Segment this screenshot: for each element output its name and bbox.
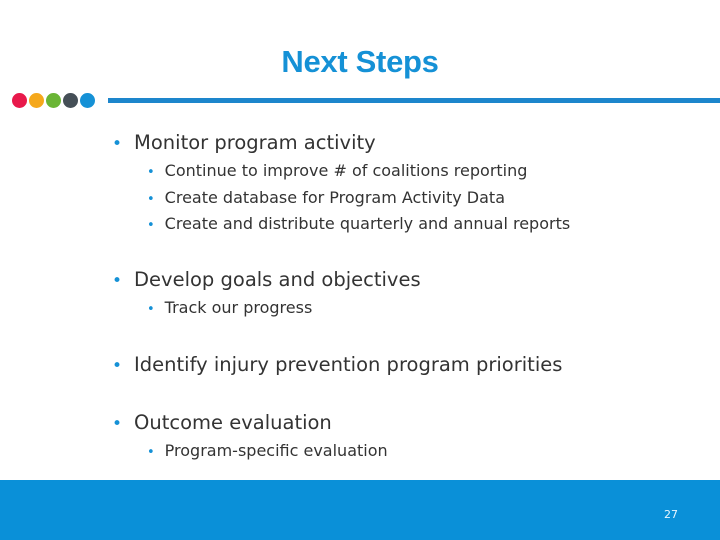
sub-bullet: • Create and distribute quarterly and annual reports bbox=[147, 214, 571, 233]
decorative-dot-gray bbox=[63, 93, 78, 108]
footer-band bbox=[0, 480, 720, 540]
sub-bullet: • Continue to improve # of coalitions reporting bbox=[147, 161, 528, 180]
decorative-dot-blue bbox=[80, 93, 95, 108]
bullet: • Outcome evaluation bbox=[112, 411, 332, 434]
bullet: • Develop goals and objectives bbox=[112, 268, 421, 291]
page-number: 27 bbox=[664, 508, 678, 521]
decorative-dot-red bbox=[12, 93, 27, 108]
sub-bullet: • Program-specific evaluation bbox=[147, 441, 388, 460]
decorative-dot-green bbox=[46, 93, 61, 108]
title-divider bbox=[108, 98, 720, 103]
decorative-dot-orange bbox=[29, 93, 44, 108]
bullet: • Monitor program activity bbox=[112, 131, 376, 154]
slide-title: Next Steps bbox=[281, 44, 439, 79]
sub-bullet: • Track our progress bbox=[147, 298, 313, 317]
bullet: • Identify injury prevention program priorities bbox=[112, 353, 563, 376]
sub-bullet: • Create database for Program Activity Data bbox=[147, 188, 505, 207]
